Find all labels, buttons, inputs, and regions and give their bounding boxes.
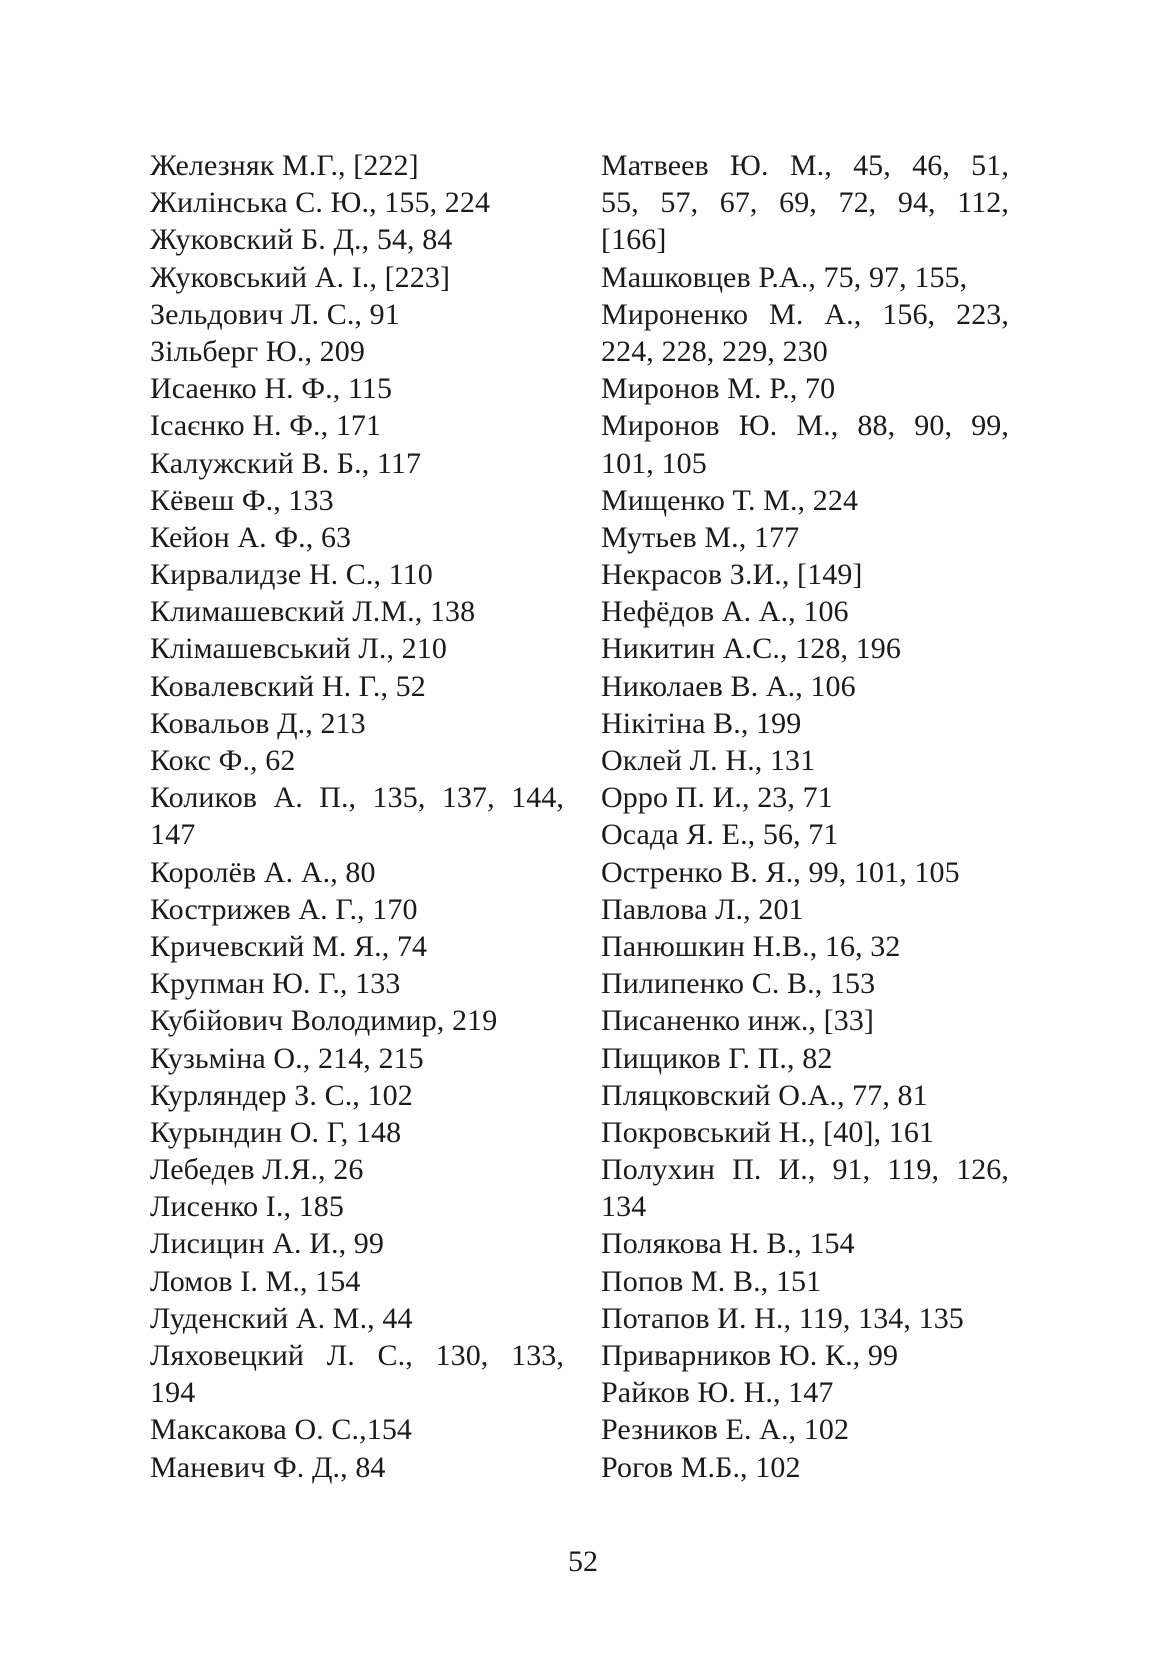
index-entry-line: Жуковський А. І., [223] bbox=[150, 260, 451, 294]
index-entry-line: Кубійович Володимир, 219 bbox=[150, 1004, 498, 1038]
index-entry-line: Кёвеш Ф., 133 bbox=[150, 483, 334, 517]
index-entry-line: Некрасов З.И., [149] bbox=[601, 558, 863, 592]
index-entry-line: Попов М. В., 151 bbox=[601, 1264, 822, 1298]
index-entry-line: Мищенко Т. М., 224 bbox=[601, 483, 859, 517]
index-entry-line: 147 bbox=[150, 818, 196, 852]
index-entry-line: Лисенко І., 185 bbox=[150, 1190, 344, 1224]
index-entry-line: Павлова Л., 201 bbox=[601, 892, 804, 926]
index-entry-line: Кричевский М. Я., 74 bbox=[150, 929, 428, 963]
index-entry-line: Миронов Ю. М., 88, 90, 99, bbox=[601, 409, 1009, 443]
index-entry-line: Курляндер З. С., 102 bbox=[150, 1078, 413, 1112]
index-entry-line: Королёв А. А., 80 bbox=[150, 855, 376, 889]
index-entry-line: Остренко В. Я., 99, 101, 105 bbox=[601, 855, 960, 889]
index-entry-line: [166] bbox=[601, 223, 667, 257]
index-entry-line: Никитин А.С., 128, 196 bbox=[601, 632, 901, 666]
index-entry-line: Писаненко инж., [33] bbox=[601, 1004, 875, 1038]
index-entry-line: Кейон А. Ф., 63 bbox=[150, 520, 352, 554]
index-entry-line: 194 bbox=[150, 1376, 196, 1410]
index-left-column bbox=[150, 147, 564, 1486]
index-entry-line: Миронов М. Р., 70 bbox=[601, 372, 836, 406]
index-entry-line: Панюшкин Н.В., 16, 32 bbox=[601, 929, 901, 963]
index-entry-line: Полякова Н. В., 154 bbox=[601, 1227, 855, 1261]
index-entry-line: Резников Е. А., 102 bbox=[601, 1413, 850, 1447]
index-entry-line: Кузьміна О., 214, 215 bbox=[150, 1041, 424, 1075]
index-entry-line: Зільберг Ю., 209 bbox=[150, 334, 365, 368]
index-entry-line: Осада Я. Е., 56, 71 bbox=[601, 818, 839, 852]
index-entry-line: Климашевский Л.М., 138 bbox=[150, 595, 476, 629]
index-entry-line: Орро П. И., 23, 71 bbox=[601, 781, 833, 815]
index-entry-line: Лисицин А. И., 99 bbox=[150, 1227, 384, 1261]
index-entry-line: Мироненко М. А., 156, 223, bbox=[601, 297, 1009, 331]
index-entry-line: Кострижев А. Г., 170 bbox=[150, 892, 418, 926]
index-entry-line: Райков Ю. Н., 147 bbox=[601, 1376, 834, 1410]
index-entry-line: Пляцковский О.А., 77, 81 bbox=[601, 1078, 928, 1112]
index-entry-line: Лебедев Л.Я., 26 bbox=[150, 1153, 364, 1187]
index-entry-line: Пищиков Г. П., 82 bbox=[601, 1041, 833, 1075]
index-entry-line: Оклей Л. Н., 131 bbox=[601, 744, 816, 777]
index-entry-line: Пилипенко С. В., 153 bbox=[601, 967, 876, 1001]
index-entry-line: Кокс Ф., 62 bbox=[150, 744, 296, 777]
index-entry-line: Нікітіна В., 199 bbox=[601, 706, 802, 740]
index-entry-line: Потапов И. Н., 119, 134, 135 bbox=[601, 1301, 964, 1335]
index-entry-line: Ковальов Д., 213 bbox=[150, 706, 366, 740]
index-entry-line: Приварников Ю. К., 99 bbox=[601, 1339, 899, 1372]
index-entry-line: Николаев В. А., 106 bbox=[601, 669, 856, 703]
index-entry-line: Коликов А. П., 135, 137, 144, bbox=[150, 781, 564, 815]
page-number: 52 bbox=[568, 1545, 598, 1578]
index-entry-line: Ісаєнко Н. Ф., 171 bbox=[150, 409, 382, 443]
index-entry-line: Зельдович Л. С., 91 bbox=[150, 297, 400, 331]
index-entry-line: Маневич Ф. Д., 84 bbox=[150, 1450, 386, 1484]
index-entry-line: Железняк М.Г., [222] bbox=[150, 149, 419, 182]
index-entry-line: 55, 57, 67, 69, 72, 94, 112, bbox=[601, 186, 1009, 220]
index-entry-line: Машковцев Р.А., 75, 97, 155, bbox=[601, 260, 968, 294]
index-entry-line: 101, 105 bbox=[601, 446, 707, 480]
index-entry-line: Курындин О. Г, 148 bbox=[150, 1115, 402, 1149]
index-entry-line: Жилінська С. Ю., 155, 224 bbox=[150, 186, 491, 220]
index-entry-line: Мутьев М., 177 bbox=[601, 520, 800, 554]
index-entry-line: Полухин П. И., 91, 119, 126, bbox=[601, 1153, 1009, 1187]
index-entry-line: Калужский В. Б., 117 bbox=[150, 446, 422, 480]
index-entry-line: Луденский А. М., 44 bbox=[150, 1301, 413, 1335]
index-entry-line: Ломов І. М., 154 bbox=[150, 1264, 361, 1298]
index-right-column bbox=[601, 147, 1009, 1486]
index-entry-line: 224, 228, 229, 230 bbox=[601, 334, 828, 368]
index-entry-line: Крупман Ю. Г., 133 bbox=[150, 967, 401, 1001]
index-entry-line: Жуковский Б. Д., 54, 84 bbox=[150, 223, 453, 257]
index-entry-line: Нефёдов А. А., 106 bbox=[601, 595, 849, 629]
index-entry-line: 134 bbox=[601, 1190, 647, 1224]
index-entry-line: Максакова О. С.,154 bbox=[150, 1413, 413, 1447]
index-entry-line: Клімашевський Л., 210 bbox=[150, 632, 447, 666]
index-entry-line: Исаенко Н. Ф., 115 bbox=[150, 372, 393, 406]
index-entry-line: Кирвалидзе Н. С., 110 bbox=[150, 558, 433, 592]
index-entry-line: Ляховецкий Л. С., 130, 133, bbox=[150, 1339, 564, 1372]
index-entry-line: Покровський Н., [40], 161 bbox=[601, 1115, 935, 1149]
index-entry-line: Матвеев Ю. М., 45, 46, 51, bbox=[601, 149, 1009, 182]
index-entry-line: Ковалевский Н. Г., 52 bbox=[150, 669, 426, 703]
index-entry-line: Рогов М.Б., 102 bbox=[601, 1450, 801, 1484]
